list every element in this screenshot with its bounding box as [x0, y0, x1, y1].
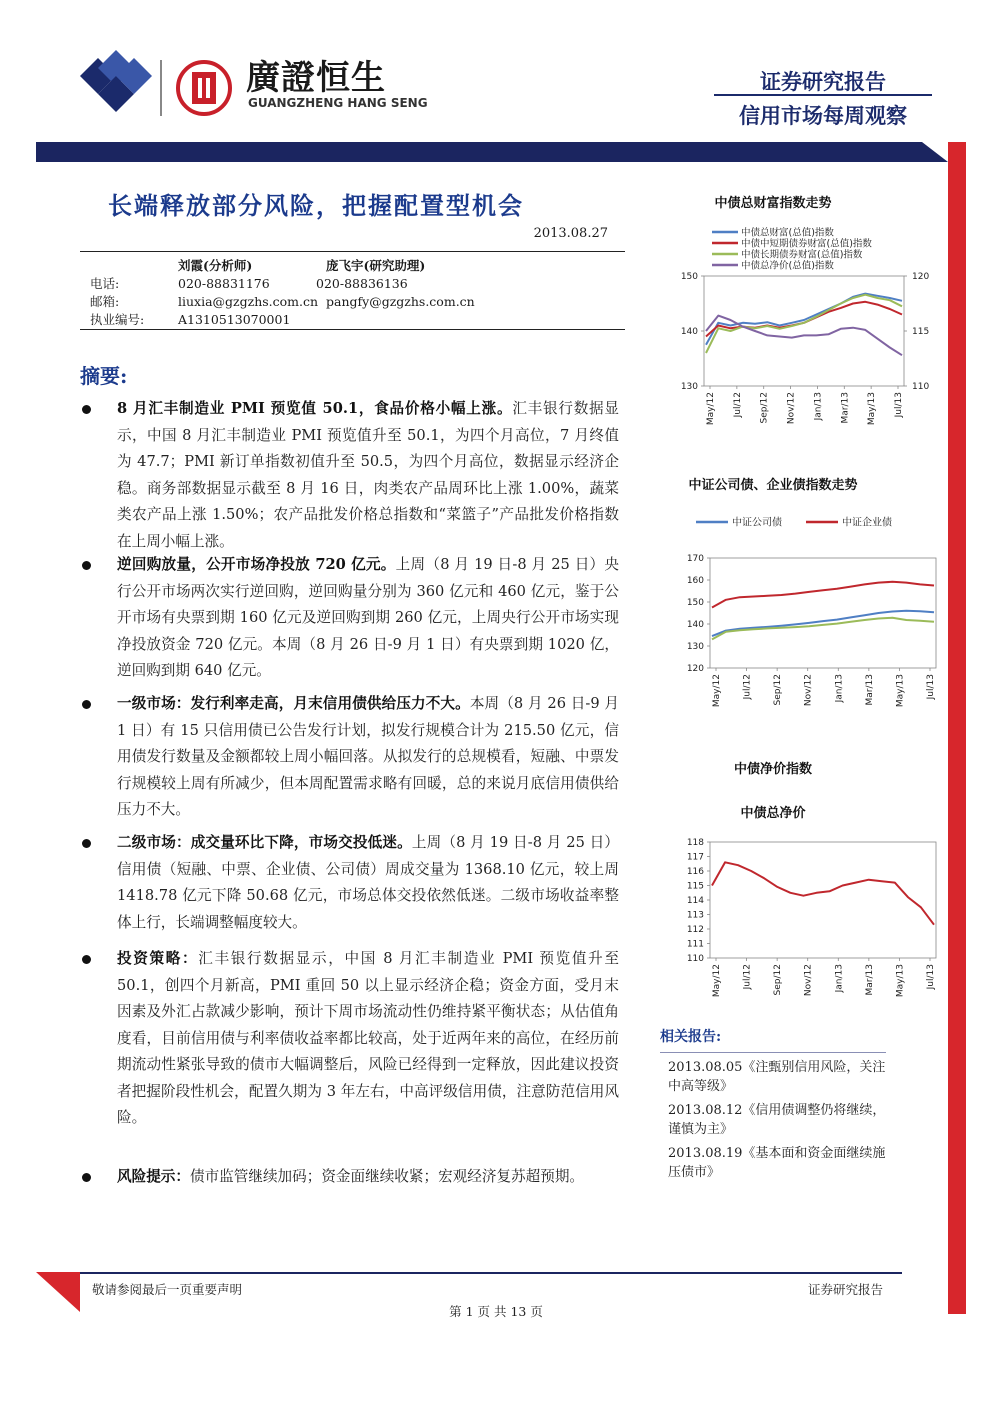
plot-frame — [704, 276, 904, 386]
y-tick-label: 140 — [686, 620, 704, 630]
author-bottom-rule — [80, 329, 625, 330]
y-tick-label: 160 — [686, 576, 704, 586]
company-logo — [78, 48, 438, 128]
chart3-title: 中债总净价 — [740, 806, 806, 821]
email-2[interactable]: pangfy@gzgzhs.com.cn — [326, 294, 475, 309]
page-title: 长端释放部分风险，把握配置型机会 — [108, 191, 524, 220]
y-tick-label: 114 — [686, 896, 704, 906]
y2-tick-label: 115 — [912, 327, 930, 337]
author-name-2: 庞飞宇(研究助理) — [326, 258, 426, 273]
related-report-2[interactable]: 2013.08.12《信用债调整仍将继续，谨慎为主》 — [668, 1103, 886, 1137]
x-tick-label: Jul/13 — [926, 674, 936, 700]
related-reports-divider — [660, 1052, 886, 1053]
x-tick-label: May/12 — [712, 674, 722, 708]
x-tick-label: Mar/13 — [864, 964, 875, 996]
x-tick-label: Nov/12 — [803, 674, 814, 707]
summary-item-5-body: 汇丰银行数据显示，中国 8 月汇丰制造业 PMI 预览值升至 50.1，创四个月新高，PMI 重回 50 以上显示经济企稳；资金方面，受月末因素及外汇占款减少影响，预计下周市场流动性仍维持紧平衡状态；从估值角度看，目前信用债与利率债收益率都比较高，处于近两年来的高位，在经历前期流动性紧张导致的债市大幅调整后，风险已经得到一定释放，因此建议投资者把握阶段性机会，配置久期为 3 年左右，中高评级信用债，注意防范信用风险。 — [117, 950, 619, 1126]
legend-label: 中证企业债 — [842, 517, 892, 529]
legend-label: 中债总财富(总值)指数 — [741, 227, 834, 239]
x-tick-label: Jul/13 — [894, 392, 904, 418]
x-tick-label: Jan/13 — [813, 392, 824, 421]
chart2-corporate-bond-index — [660, 506, 940, 738]
x-tick-label: May/13 — [867, 392, 878, 426]
y-tick-label: 110 — [686, 954, 704, 964]
x-tick-label: Nov/12 — [786, 392, 797, 425]
y2-tick-label: 120 — [912, 272, 930, 282]
bullet-icon — [80, 952, 94, 966]
x-tick-label: Jan/13 — [834, 964, 845, 993]
y-tick-label: 130 — [686, 642, 704, 652]
y-tick-label: 115 — [686, 881, 704, 892]
y-tick-label: 170 — [686, 554, 704, 564]
bullet-icon — [80, 697, 94, 711]
bullet-icon — [80, 558, 94, 572]
bullet-icon — [80, 402, 94, 416]
summary-item-2-lead: 逆回购放量，公开市场净投放 720 亿元。 — [117, 556, 396, 573]
summary-item-6-lead: 风险提示： — [117, 1168, 190, 1185]
author-block — [90, 258, 625, 330]
phone-label: 电话: — [90, 276, 120, 291]
email-label: 邮箱: — [90, 294, 120, 309]
header-band — [36, 142, 948, 162]
y-tick-label: 117 — [686, 852, 704, 863]
x-tick-label: May/13 — [895, 674, 906, 708]
legend-label: 中债中短期债券财富(总值)指数 — [741, 238, 872, 250]
license-label: 执业编号: — [90, 312, 145, 327]
series-line-1 — [706, 294, 902, 345]
chart1-title: 中债总财富指数走势 — [714, 196, 832, 211]
series-line-2 — [712, 582, 934, 608]
author-name-1: 刘霞(分析师) — [178, 258, 253, 273]
summary-item-4-body: 上周（8 月 19 日-8 月 25 日）信用债（短融、中票、企业债、公司债）周成交量为 1368.10 亿元，较上周 1418.78 亿元下降 50.68 亿元，市场总体交投依然低迷。二级市场收益率整体上行，长端调整幅度较大。 — [117, 834, 619, 931]
x-tick-label: May/12 — [712, 964, 722, 998]
y-tick-label: 113 — [686, 910, 704, 921]
chart3-net-price-index — [660, 830, 940, 1010]
x-tick-label: Jan/13 — [834, 674, 845, 703]
y-tick-label: 150 — [680, 272, 698, 282]
phone-2: 020-88836136 — [316, 276, 408, 291]
footer-disclaimer: 敬请参阅最后一页重要声明 — [92, 1282, 243, 1297]
series-name-label: 信用市场每周观察 — [739, 104, 907, 128]
y-tick-label: 150 — [686, 598, 704, 608]
right-accent-bar — [948, 142, 966, 1314]
x-tick-label: Sep/12 — [759, 392, 770, 424]
email-1[interactable]: liuxia@gzgzhs.com.cn — [178, 294, 319, 309]
legend-label: 中债总净价(总值)指数 — [741, 260, 834, 272]
x-tick-label: Mar/13 — [840, 392, 851, 424]
plot-frame — [710, 842, 936, 958]
summary-item-1-body: 汇丰银行数据显示，中国 8 月汇丰制造业 PMI 预览值升至 50.1，为四个月高位，7 月终值为 47.7；PMI 新订单指数初值升至 50.5，为四个月高位，数据显示经济企稳。商务部数据显示截至 8 月 16 日，肉类农产品周环比上涨 1.00%，蔬菜类农产品上涨 1.50%；农产品批发价格总指数和“菜篮子”产品批发价格指数在上周小幅上涨。 — [117, 400, 619, 550]
summary-item-1 — [117, 396, 619, 555]
phone-1: 020-88831176 — [178, 276, 270, 291]
y-tick-label: 118 — [686, 838, 704, 848]
chart3-heading: 中债净价指数 — [733, 762, 812, 777]
related-report-3[interactable]: 2013.08.19《基本面和资金面继续施压债市》 — [668, 1146, 886, 1180]
header-divider — [714, 94, 932, 96]
summary-item-4-lead: 二级市场：成交量环比下降，市场交投低迷。 — [117, 834, 412, 851]
summary-item-5-lead: 投资策略： — [117, 950, 199, 967]
bullet-icon — [80, 836, 94, 850]
summary-item-2 — [117, 552, 619, 685]
legend-label: 中证公司债 — [732, 517, 782, 529]
author-top-rule — [80, 251, 625, 252]
summary-item-6-body: 债市监管继续加码；资金面继续收紧；宏观经济复苏超预期。 — [189, 1168, 585, 1185]
page-number: 第 1 页 共 13 页 — [449, 1304, 543, 1319]
y-tick-label: 111 — [686, 939, 704, 950]
summary-item-3 — [117, 691, 619, 824]
x-tick-label: Jul/13 — [926, 964, 936, 990]
x-tick-label: Jul/12 — [742, 964, 753, 990]
summary-item-4 — [117, 830, 619, 936]
report-type-label: 证券研究报告 — [760, 70, 886, 94]
y-tick-label: 112 — [686, 925, 704, 935]
brand-name-en: GUANGZHENG HANG SENG — [248, 96, 428, 110]
summary-item-3-lead: 一级市场：发行利率走高，月末信用债供给压力不大。 — [117, 695, 470, 712]
y-tick-label: 120 — [686, 664, 704, 674]
summary-item-1-lead: 8 月汇丰制造业 PMI 预览值 50.1，食品价格小幅上涨。 — [117, 400, 513, 417]
y-tick-label: 140 — [680, 327, 698, 337]
y-tick-label: 130 — [680, 382, 698, 392]
x-tick-label: Nov/12 — [803, 964, 814, 997]
summary-item-6 — [117, 1164, 619, 1191]
bullet-icon — [80, 1170, 94, 1184]
x-tick-label: Sep/12 — [773, 674, 784, 706]
plot-frame — [710, 558, 936, 668]
summary-item-5 — [117, 946, 619, 1132]
y2-tick-label: 110 — [912, 382, 930, 392]
x-tick-label: Mar/13 — [864, 674, 875, 706]
chart2-title: 中证公司债、企业债指数走势 — [688, 478, 858, 493]
legend-label: 中债长期债券财富(总值)指数 — [741, 249, 863, 261]
x-tick-label: May/13 — [895, 964, 906, 998]
y-tick-label: 116 — [686, 867, 704, 877]
brand-name-cn: 廣證恒生 — [246, 58, 386, 98]
x-tick-label: Sep/12 — [773, 964, 784, 996]
footer-report-type: 证券研究报告 — [808, 1282, 884, 1297]
x-tick-label: Jul/12 — [742, 674, 753, 700]
series-line-1 — [712, 611, 934, 636]
summary-heading: 摘要: — [80, 364, 128, 388]
chart1-wealth-index — [660, 222, 940, 440]
x-tick-label: Jul/12 — [732, 392, 743, 418]
series-line-4 — [706, 316, 902, 356]
summary-item-2-body: 上周（8 月 19 日-8 月 25 日）央行公开市场两次实行逆回购，逆回购量分别为 360 亿元和 460 亿元，鉴于公开市场有央票到期 160 亿元及逆回购到期 260 亿元，上周央行公开市场实现净投放资金 720 亿元。本周（8 月 26 日-9 月 1 日）有央票到期 1020 亿，逆回购到期 640 亿元。 — [117, 556, 619, 679]
related-report-1[interactable]: 2013.08.05《注甄别信用风险，关注中高等级》 — [668, 1060, 886, 1094]
license-number: A1310513070001 — [178, 312, 291, 327]
x-tick-label: May/12 — [706, 392, 716, 426]
report-date: 2013.08.27 — [533, 226, 608, 241]
series-line-1 — [712, 862, 934, 924]
related-reports-heading: 相关报告: — [660, 1029, 722, 1045]
footer-divider — [80, 1272, 902, 1274]
summary-item-3-body: 本周（8 月 26 日-9 月 1 日）有 15 只信用债已公告发行计划，拟发行规模合计为 215.50 亿元，信用债发行数量及金额都较上周小幅回落。从拟发行的总规模看，短融、中票发行规模较上周有所减少，但本周配置需求略有回暖，总的来说月底信用债供给压力不大。 — [117, 695, 619, 818]
